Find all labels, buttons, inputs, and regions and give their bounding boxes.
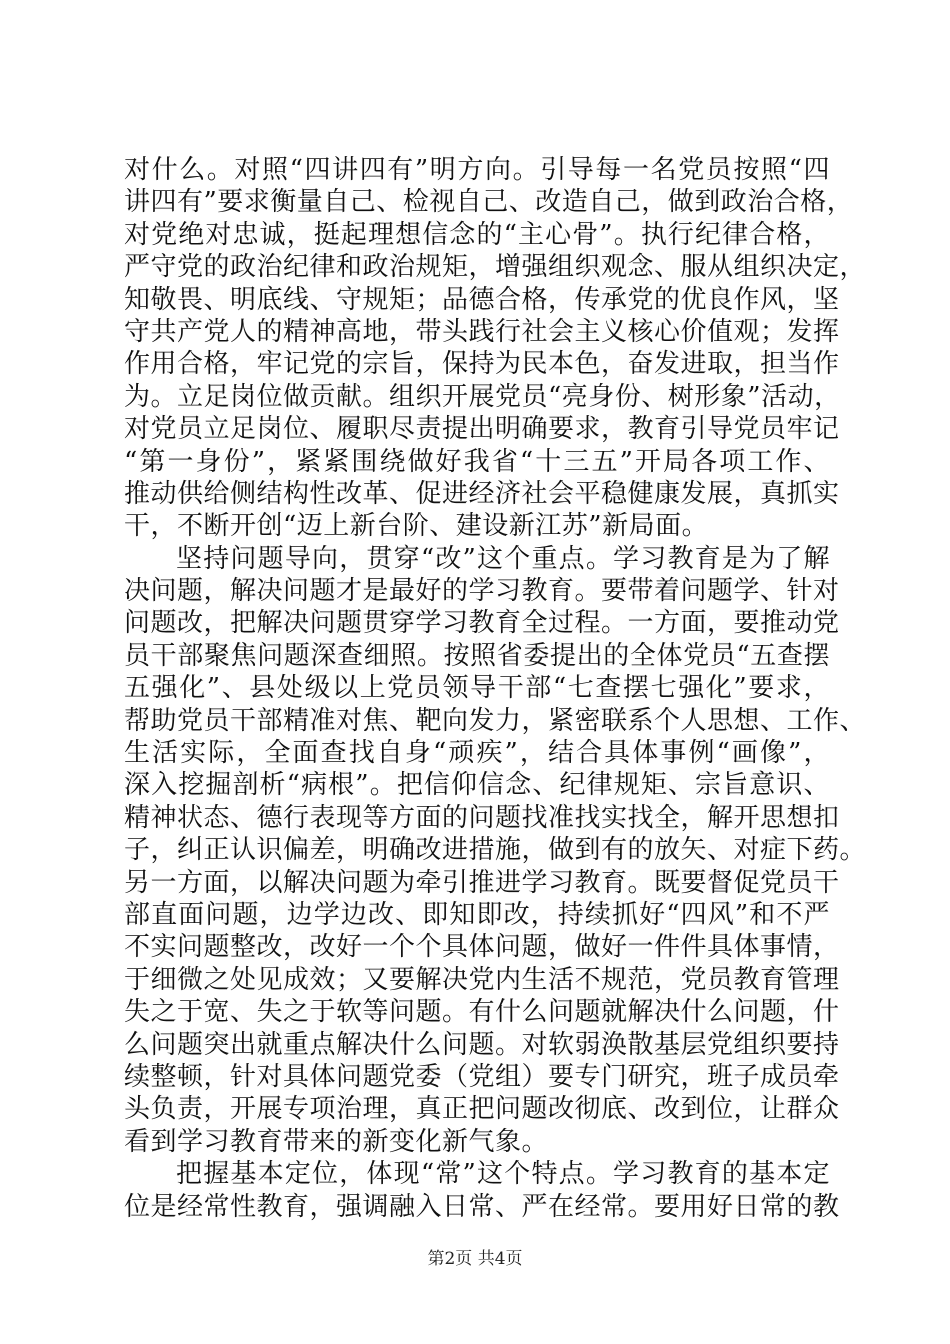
text-line: 严守党的政治纪律和政治规矩，增强组织观念、服从组织决定， — [124, 252, 867, 283]
text-line: 对什么。对照“四讲四有”明方向。引导每一名党员按照“四 — [124, 155, 830, 185]
text-line: 员干部聚焦问题深查细照。按照省委提出的全体党员“五查摆 — [124, 640, 830, 671]
text-line: 么问题突出就重点解决什么问题。对软弱涣散基层党组织要持 — [124, 1029, 840, 1060]
text-line: 对党员立足岗位、履职尽责提出明确要求，教育引导党员牢记 — [124, 414, 840, 445]
text-line: 位是经常性教育，强调融入日常、严在经常。要用好日常的教 — [124, 1191, 840, 1222]
text-line: 干，不断开创“迈上新台阶、建设新江苏”新局面。 — [124, 511, 709, 542]
text-line: 于细微之处见成效；又要解决党内生活不规范，党员教育管理 — [124, 964, 840, 995]
text-line: 守共产党人的精神高地，带头践行社会主义核心价值观；发挥 — [124, 316, 840, 347]
text-line: 失之于宽、失之于软等问题。有什么问题就解决什么问题，什 — [124, 997, 840, 1028]
text-line: 不实问题整改，改好一个个具体问题，做好一件件具体事情， — [124, 932, 840, 963]
text-line: 坚持问题导向，贯穿“改”这个重点。学习教育是为了解 — [176, 543, 830, 574]
text-line: 五强化”、县处级以上党员领导干部“七查摆七强化”要求， — [124, 673, 830, 704]
text-line: 为。立足岗位做贡献。组织开展党员“亮身份、树形象”活动， — [124, 381, 841, 412]
text-line: 深入挖掘剖析“病根”。把信仰信念、纪律规矩、宗旨意识、 — [124, 770, 830, 801]
text-line: 对党绝对忠诚，挺起理想信念的“主心骨”。执行纪律合格， — [124, 219, 830, 250]
text-line: 续整顿，针对具体问题党委（党组）要专门研究，班子成员牵 — [124, 1061, 840, 1092]
text-line: 问题改，把解决问题贯穿学习教育全过程。一方面，要推动党 — [124, 608, 840, 639]
text-line: 部直面问题，边学边改、即知即改，持续抓好“四风”和不严 — [124, 899, 830, 930]
text-line: 推动供给侧结构性改革、促进经济社会平稳健康发展，真抓实 — [124, 478, 840, 509]
text-line: 生活实际，全面查找自身“顽疾”，结合具体事例“画像”， — [124, 738, 830, 769]
page-footer: 第2页 共4页 — [427, 1249, 523, 1269]
text-line: 头负责，开展专项治理，真正把问题改彻底、改到位，让群众 — [124, 1094, 840, 1125]
text-line: 把握基本定位，体现“常”这个特点。学习教育的基本定 — [176, 1159, 830, 1190]
text-line: 看到学习教育带来的新变化新气象。 — [124, 1126, 549, 1157]
text-line: 讲四有”要求衡量自己、检视自己、改造自己，做到政治合格， — [124, 187, 854, 218]
document-body — [124, 154, 867, 1223]
text-line: 作用合格，牢记党的宗旨，保持为民本色，奋发进取，担当作 — [124, 349, 840, 380]
text-line: 子，纠正认识偏差，明确改进措施，做到有的放矢、对症下药。 — [124, 835, 867, 866]
text-line: “第一身份”，紧紧围绕做好我省“十三五”开局各项工作、 — [124, 446, 830, 477]
text-line: 另一方面，以解决问题为牵引推进学习教育。既要督促党员干 — [124, 867, 840, 898]
text-line: 知敬畏、明底线、守规矩；品德合格，传承党的优良作风，坚 — [124, 284, 840, 315]
text-line: 精神状态、德行表现等方面的问题找准找实找全，解开思想扣 — [124, 802, 840, 833]
text-line: 决问题，解决问题才是最好的学习教育。要带着问题学、针对 — [124, 576, 840, 607]
text-line: 帮助党员干部精准对焦、靶向发力，紧密联系个人思想、工作、 — [124, 705, 867, 736]
